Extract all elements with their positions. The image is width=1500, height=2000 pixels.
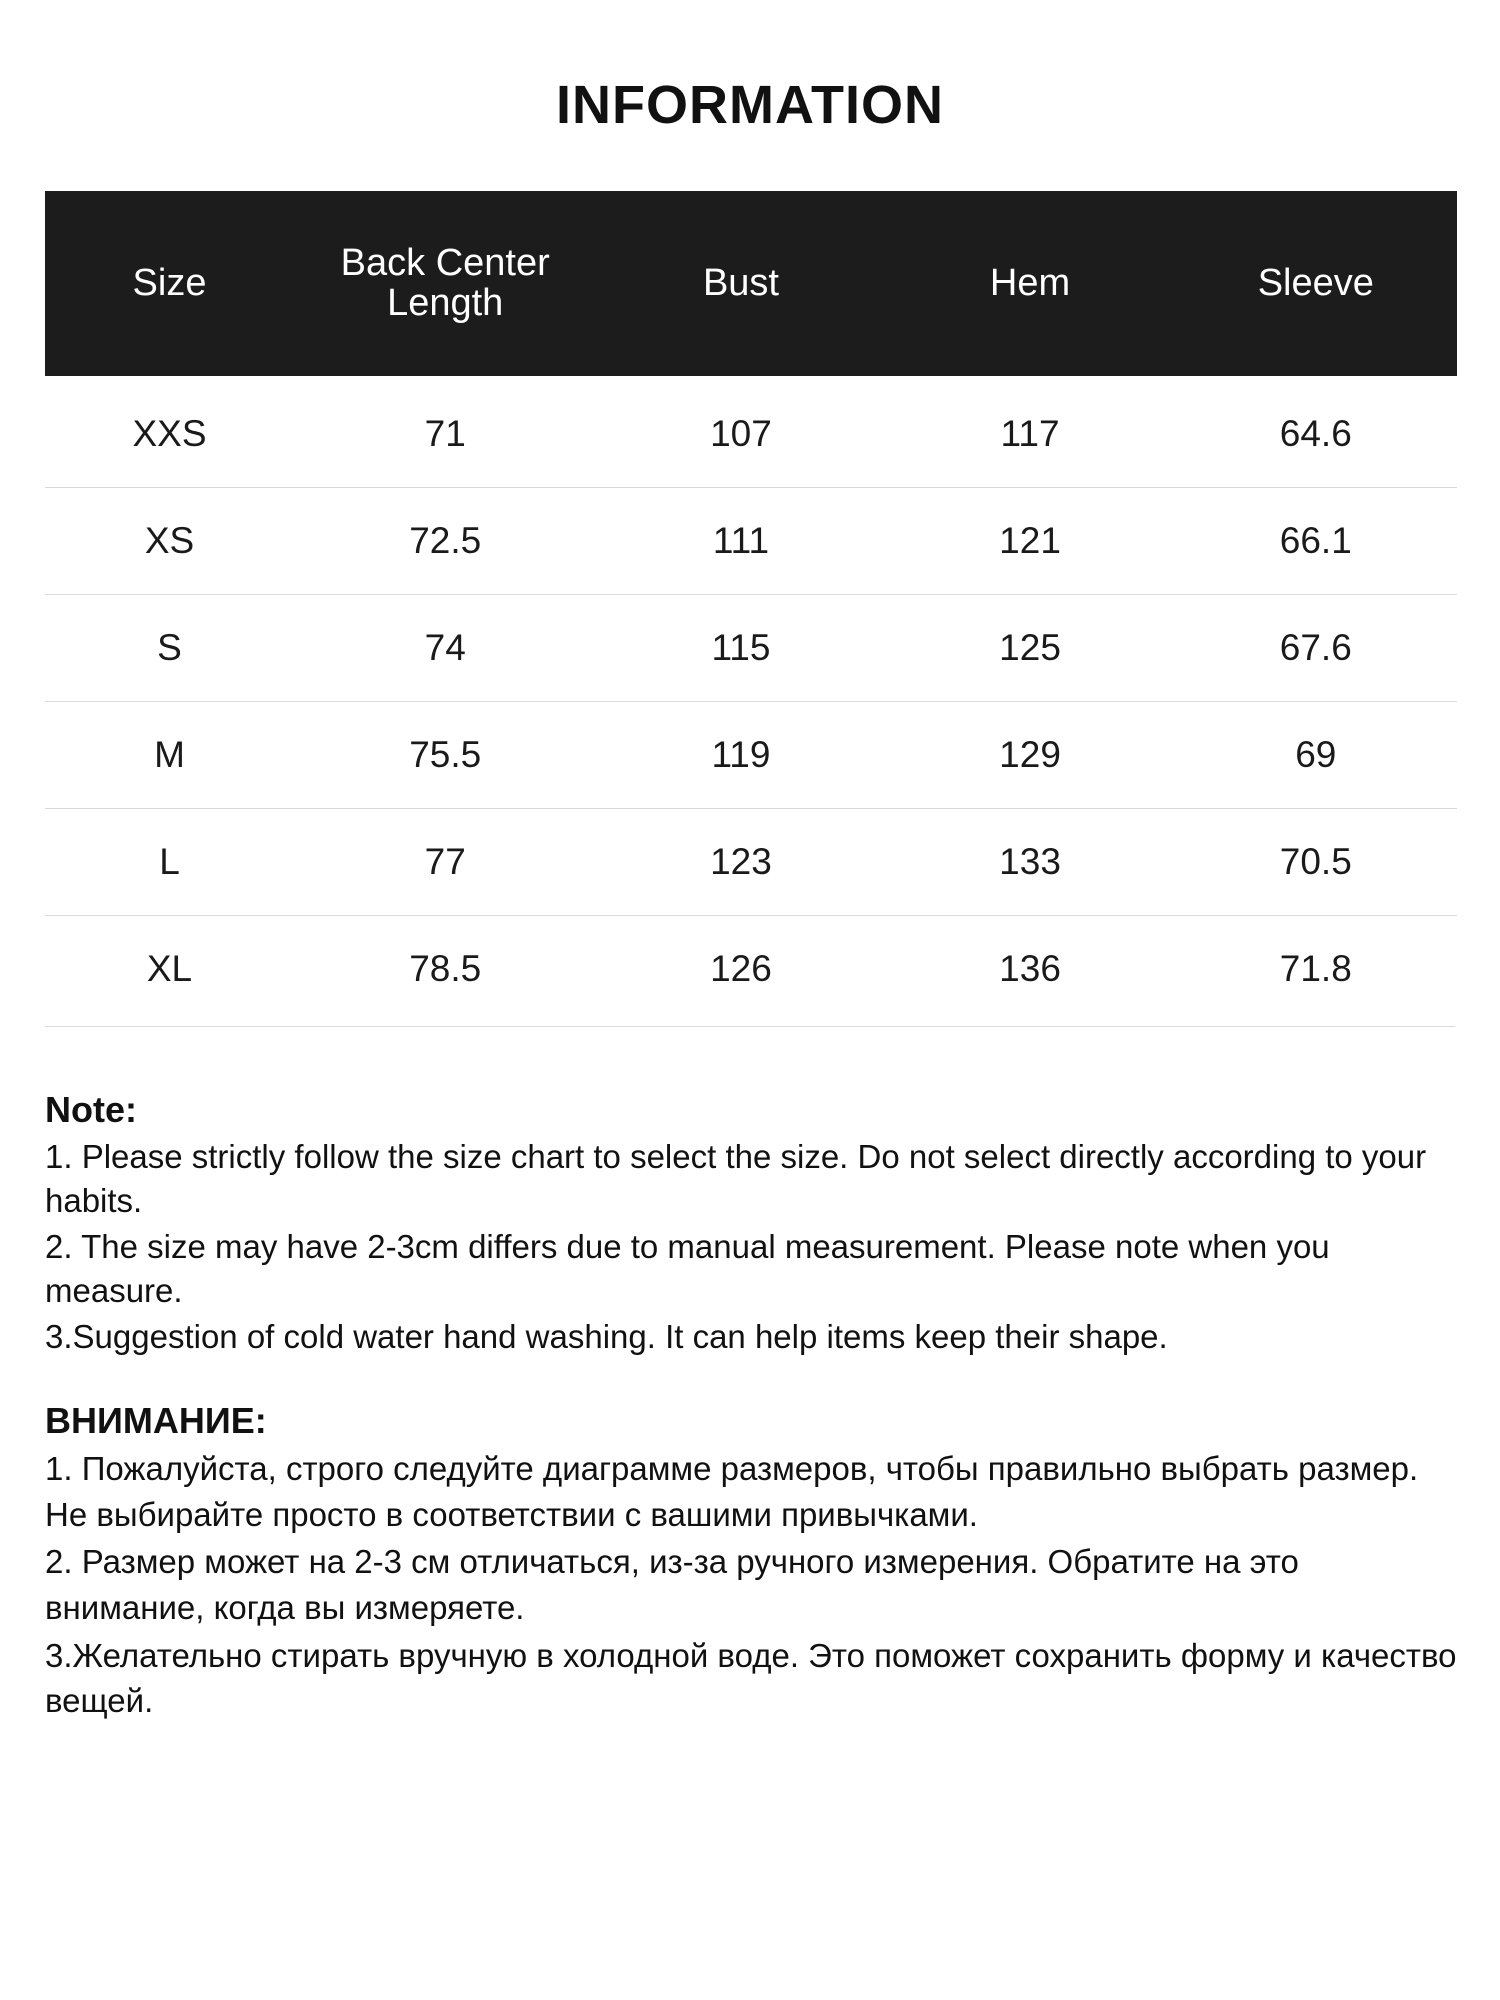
cell-bust: 115 — [596, 595, 885, 702]
cell-sleeve: 69 — [1175, 702, 1457, 809]
cell-sleeve: 64.6 — [1175, 376, 1457, 488]
cell-back-center-length: 74 — [294, 595, 596, 702]
table-header-row — [45, 191, 1457, 376]
cell-back-center-length: 72.5 — [294, 488, 596, 595]
page-title: INFORMATION — [556, 75, 944, 135]
cell-back-center-length: 78.5 — [409, 948, 482, 989]
notes-russian — [45, 1400, 1457, 1723]
notes-russian-line-1: 1. Пожалуйста, строго следуйте диаграмме размеров, чтобы правильно выбрать размер. Не выбирайте просто в соответствии с вашими привычками. — [45, 1450, 1419, 1533]
cell-sleeve: 71.8 — [1279, 948, 1352, 989]
cell-hem: 129 — [886, 702, 1175, 809]
table-row — [45, 488, 1457, 595]
cell-hem: 121 — [886, 488, 1175, 595]
cell-hem: 125 — [886, 595, 1175, 702]
cell-hem: 117 — [886, 376, 1175, 488]
cell-bust: 119 — [596, 702, 885, 809]
cell-sleeve: 66.1 — [1175, 488, 1457, 595]
size-chart-table — [45, 191, 1457, 1022]
cell-sleeve: 70.5 — [1175, 809, 1457, 916]
column-header-hem: Hem — [886, 191, 1175, 376]
cell-hem: 136 — [999, 948, 1061, 989]
notes-russian-line-3: 3.Желательно стирать вручную в холодной воде. Это поможет сохранить форму и качество вещей. — [45, 1636, 1457, 1720]
cell-size: L — [45, 809, 294, 916]
cell-size: S — [45, 595, 294, 702]
notes-english-heading: Note: — [45, 1089, 137, 1130]
notes-english — [45, 1089, 1457, 1358]
notes-divider-space — [45, 1360, 1457, 1400]
table-header — [45, 191, 1457, 376]
table-row — [45, 595, 1457, 702]
cell-bust: 126 — [710, 948, 772, 989]
table-row — [45, 702, 1457, 809]
column-header-back-center-length: Back Center Length — [294, 191, 596, 376]
cell-back-center-length: 71 — [294, 376, 596, 488]
cell-size: XXS — [45, 376, 294, 488]
notes-russian-heading: ВНИМАНИЕ: — [45, 1400, 267, 1442]
table-body — [45, 376, 1457, 1022]
cell-size: M — [45, 702, 294, 809]
column-header-size: Size — [45, 191, 294, 376]
table-row — [45, 809, 1457, 916]
cell-size: XS — [45, 488, 294, 595]
cell-bust: 123 — [596, 809, 885, 916]
notes-russian-line-2: 2. Размер может на 2-3 см отличаться, из-за ручного измерения. Обратите на это внимание, когда вы измеряете. — [45, 1543, 1299, 1626]
cell-back-center-length: 77 — [294, 809, 596, 916]
cell-bust: 111 — [596, 488, 885, 595]
table-row — [45, 376, 1457, 488]
notes-english-line-2: 2. The size may have 2-3cm differs due to manual measurement. Please note when you measure. — [45, 1227, 1330, 1309]
cell-hem: 133 — [886, 809, 1175, 916]
column-header-sleeve: Sleeve — [1175, 191, 1457, 376]
notes-english-line-1: 1. Please strictly follow the size chart to select the size. Do not select directly according to your habits. — [45, 1138, 1427, 1219]
notes-section — [45, 1089, 1457, 1724]
column-header-bust: Bust — [596, 191, 885, 376]
cell-sleeve: 67.6 — [1175, 595, 1457, 702]
cell-bust: 107 — [596, 376, 885, 488]
table-row — [45, 916, 1457, 1023]
notes-english-line-3: 3.Suggestion of cold water hand washing. It can help items keep their shape. — [45, 1317, 1168, 1355]
cell-size: XL — [146, 948, 193, 989]
cell-back-center-length: 75.5 — [294, 702, 596, 809]
size-chart-container — [45, 191, 1455, 1027]
